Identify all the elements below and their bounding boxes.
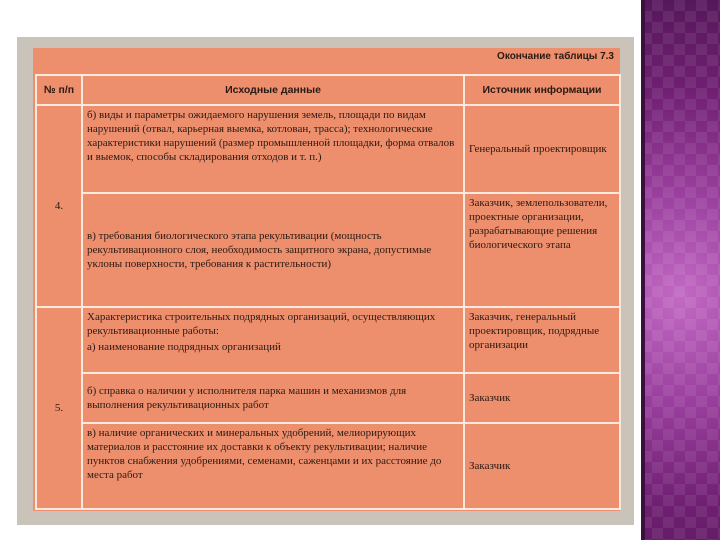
- row-data: [82, 307, 464, 373]
- sidebar-pattern: [641, 0, 720, 540]
- row-data-main: Характеристика строительных подрядных организаций, осуществляющих рекультивационные работы:: [87, 311, 436, 337]
- row-source: Заказчик: [464, 373, 620, 423]
- table-row: [36, 423, 620, 509]
- row-source: Генеральный проектировщик: [464, 105, 620, 193]
- row-data: в) требования биологического этапа рекультивации (мощность рекультивационного слоя, необходимость защитного экрана, допустимые уклоны поверхности, требования к растительности): [82, 193, 464, 307]
- row-source: Заказчик, генеральный проектировщик, подрядные организации: [464, 307, 620, 373]
- table-row: [36, 105, 620, 193]
- table-row: [36, 373, 620, 423]
- row-data-sub: а) наименование подрядных организаций: [87, 341, 281, 353]
- sidebar-edge: [641, 0, 645, 540]
- decorative-sidebar: [641, 0, 720, 540]
- scanned-table-page: [33, 48, 620, 511]
- row-data: б) виды и параметры ожидаемого нарушения земель, площади по видам нарушений (отвал, карьерная выемка, котлован, трасса); технологические характеристики нарушений (размер промышленной площадки, форма отвалов и выемок, способы складирования отходов и т. п.): [82, 105, 464, 193]
- table-row: [36, 193, 620, 307]
- row-num-4: 4.: [36, 105, 82, 307]
- row-num-5: 5.: [36, 307, 82, 509]
- row-data: в) наличие органических и минеральных удобрений, мелиорирующих материалов и расстояние их доставки к объекту рекультивации; наличие пунктов снабжения удобрениями, семенами, саженцами и их расстояние до места работ: [82, 423, 464, 509]
- row-source: Заказчик, землепользователи, проектные организации, разрабатывающие решения биологического этапа: [464, 193, 620, 307]
- header-source: Источник информации: [464, 75, 620, 105]
- row-source: Заказчик: [464, 423, 620, 509]
- header-num: № п/п: [36, 75, 82, 105]
- data-table: [35, 74, 621, 510]
- row-data: б) справка о наличии у исполнителя парка машин и механизмов для выполнения рекультивационных работ: [82, 373, 464, 423]
- table-caption: Окончание таблицы 7.3: [497, 51, 614, 62]
- header-data: Исходные данные: [82, 75, 464, 105]
- header-row: [36, 75, 620, 105]
- table-row: [36, 307, 620, 373]
